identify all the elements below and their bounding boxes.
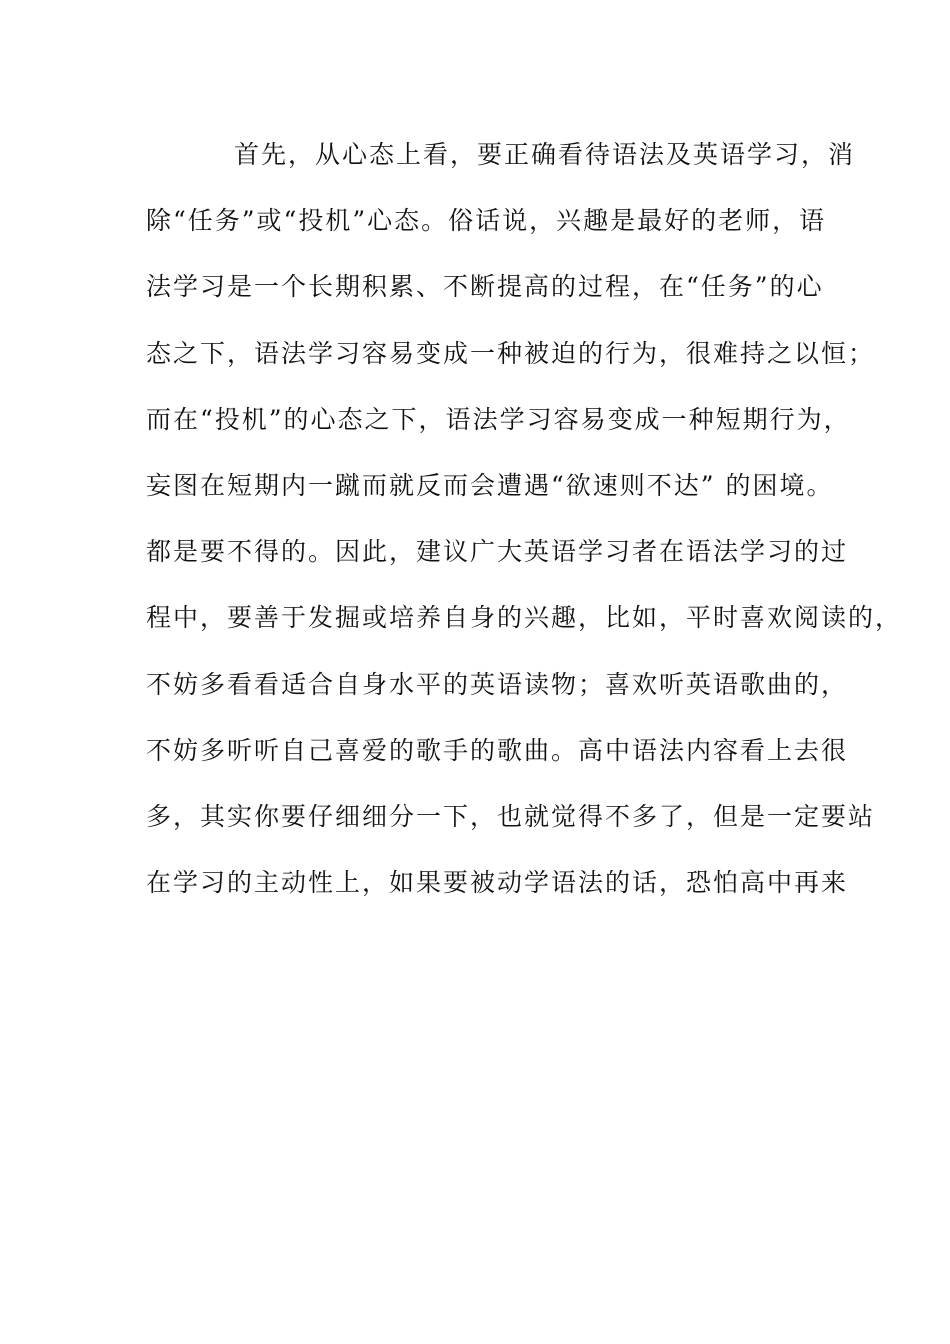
- text-line: 都是要不得的。因此，建议广大英语学习者在语法学习的过: [146, 537, 849, 567]
- text-line: 法学习是一个长期积累、不断提高的过程，在“任务”的心: [146, 272, 824, 302]
- text-line: 而在“投机”的心态之下，语法学习容易变成一种短期行为，: [146, 404, 851, 434]
- text-line: 除“任务”或“投机”心态。俗话说，兴趣是最好的老师，语: [146, 206, 827, 236]
- text-line: 多，其实你要仔细细分一下，也就觉得不多了，但是一定要站: [146, 801, 876, 831]
- text-line: 态之下，语法学习容易变成一种被迫的行为，很难持之以恒；: [146, 338, 876, 368]
- text-line: 不妨多看看适合自身水平的英语读物；喜欢听英语歌曲的，: [146, 669, 849, 699]
- body-paragraph: [146, 128, 903, 922]
- text-line: 妄图在短期内一蹴而就反而会遭遇“欲速则不达” 的困境。: [146, 470, 834, 500]
- text-line: 程中，要善于发掘或培养自身的兴趣，比如，平时喜欢阅读的，: [146, 603, 903, 633]
- text-line: 不妨多听听自己喜爱的歌手的歌曲。高中语法内容看上去很: [146, 735, 849, 765]
- text-line: 在学习的主动性上，如果要被动学语法的话，恐怕高中再来: [146, 868, 849, 898]
- text-line: 首先，从心态上看，要正确看待语法及英语学习，消: [234, 140, 856, 169]
